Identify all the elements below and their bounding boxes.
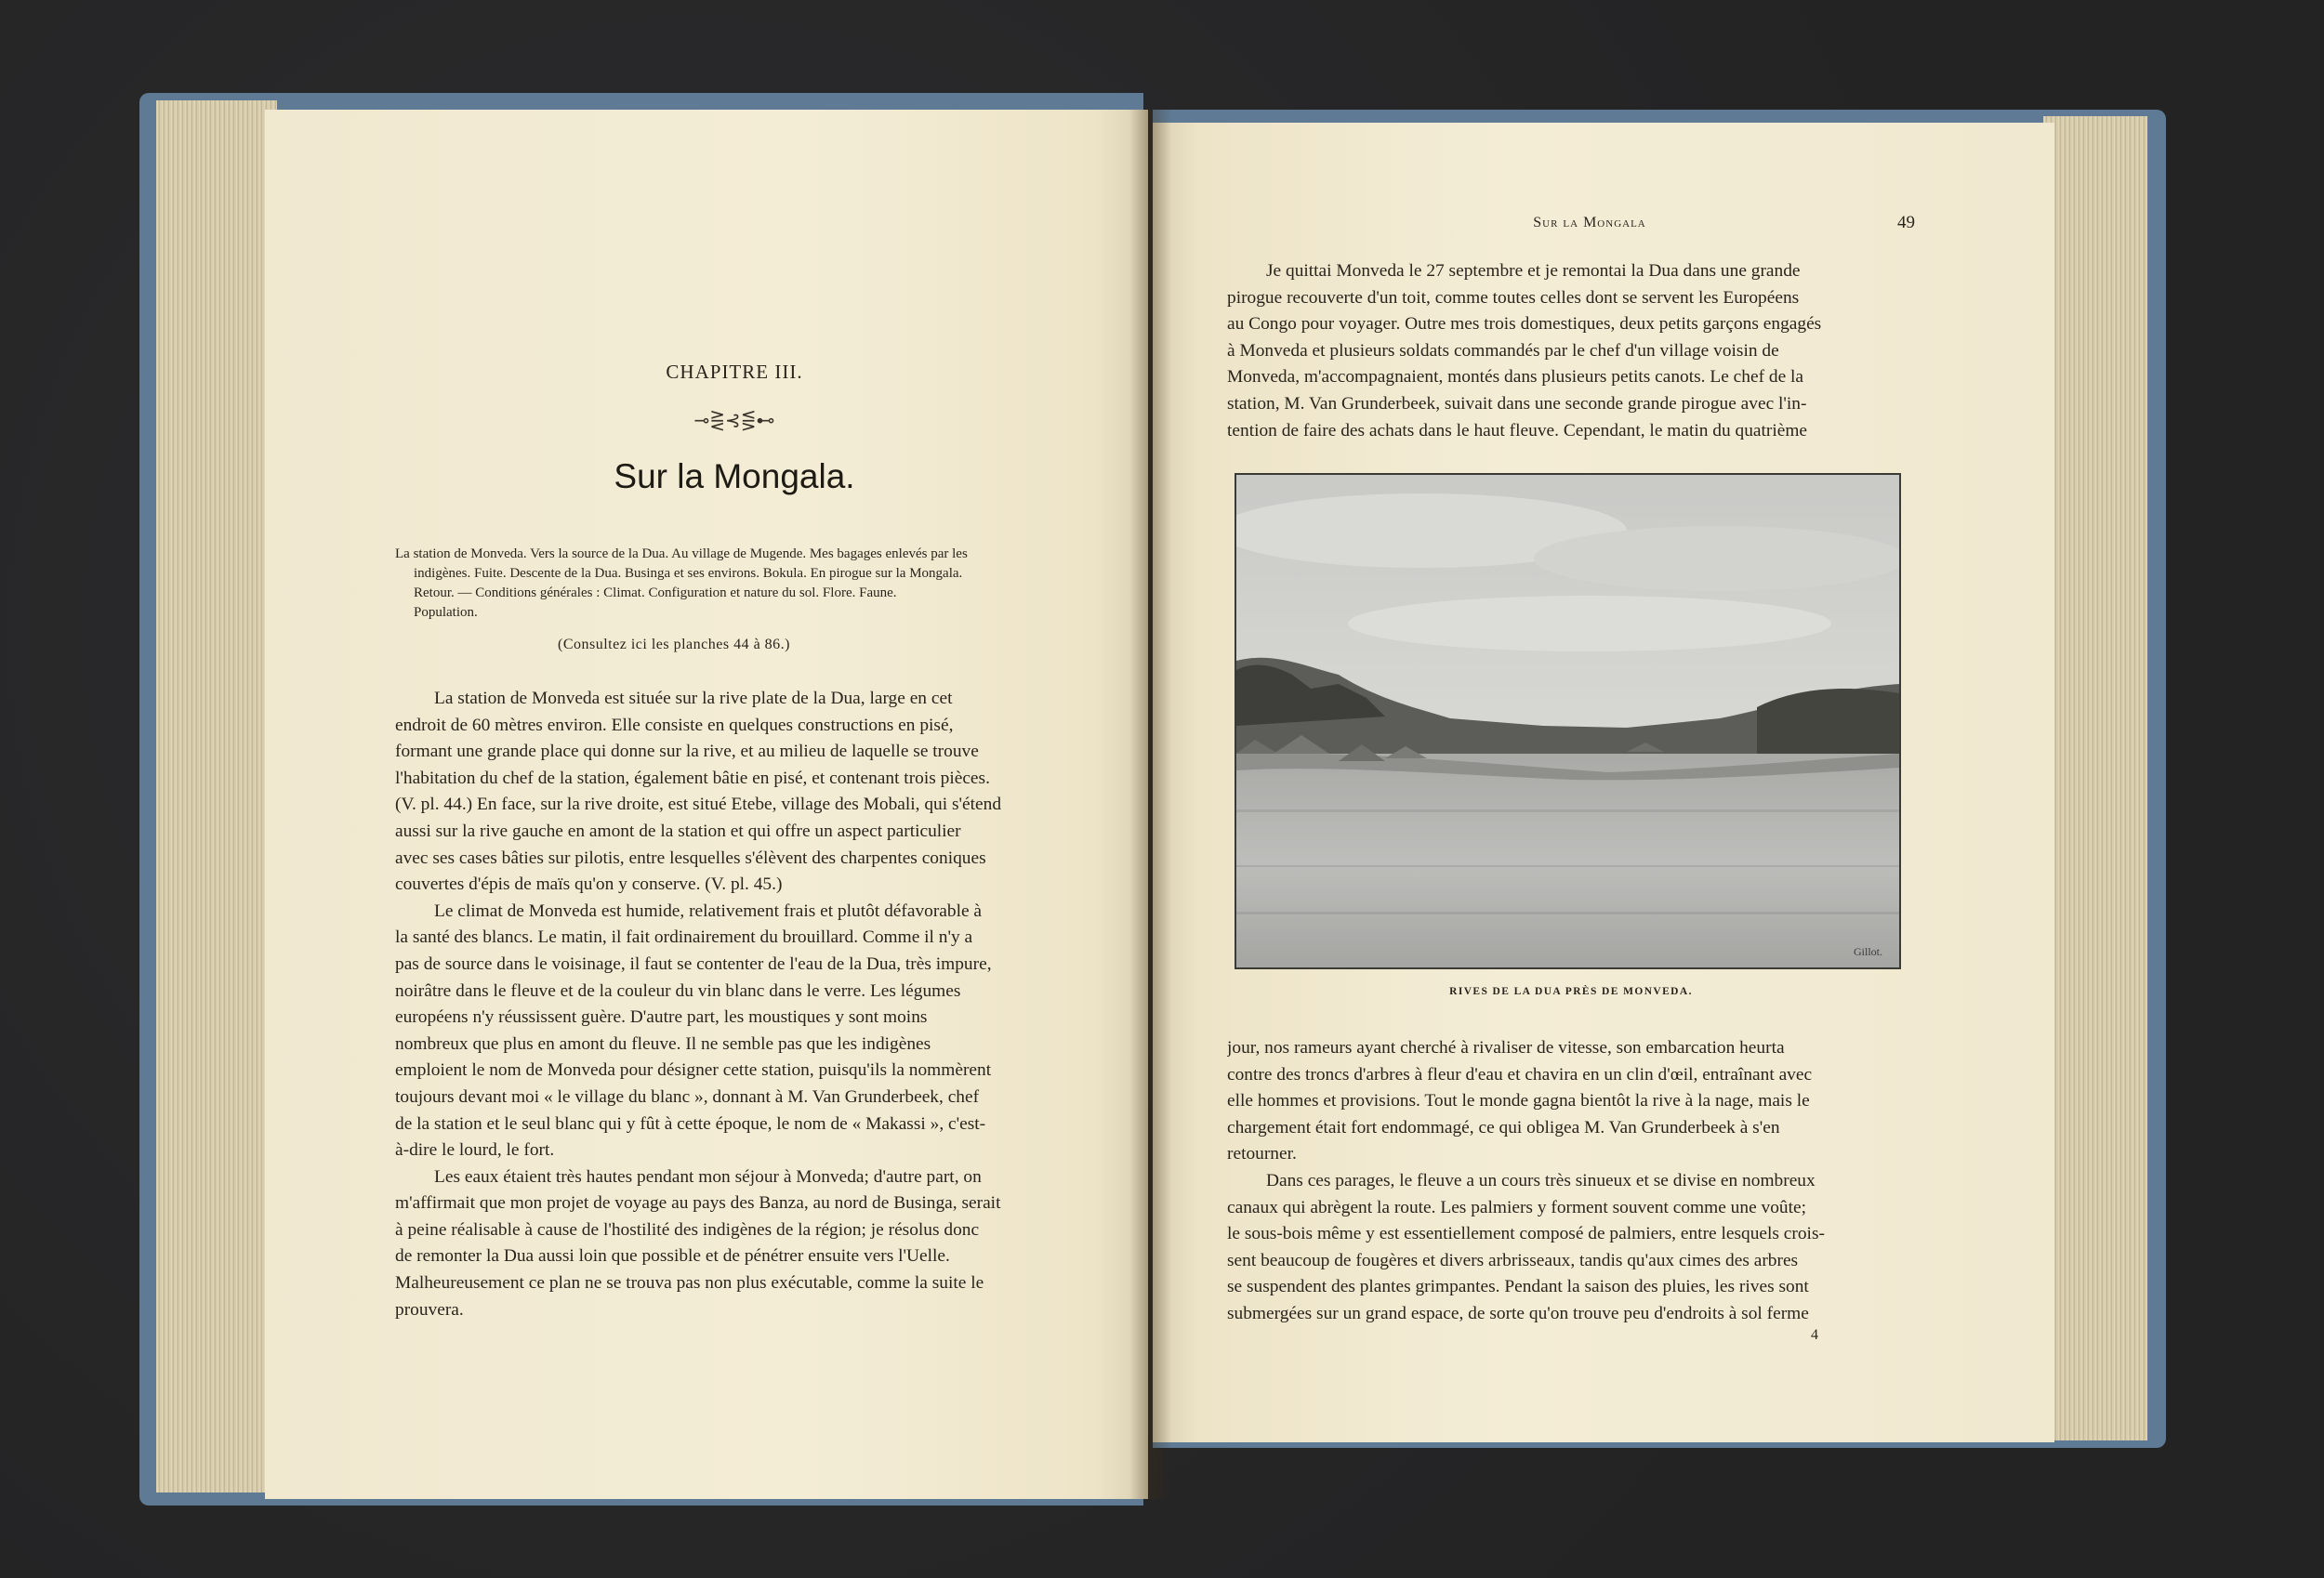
running-head: Sur la Mongala — [1533, 215, 1646, 230]
plate-signature: Gillot. — [1853, 945, 1882, 958]
text-line: aussi sur la rive gauche en amont de la station et qui offre un aspect particulier — [395, 821, 961, 841]
text-line: couvertes d'épis de maïs qu'on y conserve. (V. pl. 45.) — [395, 874, 783, 895]
text-line: au Congo pour voyager. Outre mes trois domestiques, deux petits garçons engagés — [1227, 314, 1822, 335]
text-line: européens n'y réussissent guère. D'autre part, les moustiques y sont moins — [395, 1007, 928, 1028]
text-line: Dans ces parages, le fleuve a un cours très sinueux et se divise en nombreux — [1266, 1170, 1816, 1190]
text-line: emploient le nom de Monveda pour désigner cette station, puisqu'ils la nommèrent — [395, 1060, 992, 1081]
text-line: de la station et le seul blanc qui y fût à cette époque, le nom de « Makassi », c'est- — [395, 1113, 986, 1134]
text-line: se suspendent des plantes grimpantes. Pendant la saison des pluies, les rives sont — [1227, 1277, 1809, 1297]
ornament: ⊸⋛⊰⋚⊷ — [693, 411, 775, 431]
left-body-text — [395, 686, 1083, 1323]
text-line: Les eaux étaient très hautes pendant mon séjour à Monveda; d'autre part, on — [434, 1166, 982, 1187]
text-line: jour, nos rameurs ayant cherché à rivaliser de vitesse, son embarcation heurta — [1227, 1038, 1785, 1058]
chapter-label: CHAPITRE III. — [666, 361, 803, 383]
text-line: pas de source dans le voisinage, il faut se contenter de l'eau de la Dua, très impure, — [395, 953, 992, 974]
text-line: submergées sur un grand espace, de sorte qu'on trouve peu d'endroits à sol ferme — [1227, 1303, 1809, 1323]
text-line: Monveda, m'accompagnaient, montés dans plusieurs petits canots. Le chef de la — [1227, 367, 1804, 388]
chapter-summary — [395, 545, 1083, 623]
text-line: à peine réalisable à cause de l'hostilité des indigènes de la région; je résolus donc — [395, 1219, 980, 1240]
chapter-title: Sur la Mongala. — [614, 457, 855, 495]
text-line: m'affirmait que mon projet de voyage au pays des Banza, au nord de Businga, serait — [395, 1193, 1001, 1214]
text-line: Le climat de Monveda est humide, relativement frais et plutôt défavorable à — [434, 901, 983, 921]
text-line: elle hommes et provisions. Tout le monde gagna bientôt la rive à la nage, mais le — [1227, 1091, 1810, 1111]
text-line: tention de faire des achats dans le haut fleuve. Cependant, le matin du quatrième — [1227, 420, 1808, 441]
text-line: chargement était fort endommagé, ce qui obligea M. Van Grunderbeek à s'en — [1227, 1117, 1780, 1137]
signature-mark: 4 — [1811, 1327, 1818, 1343]
text-line: pirogue recouverte d'un toit, comme toutes celles dont se servent les Européens — [1227, 287, 1800, 308]
text-line: canaux qui abrègent la route. Les palmiers y forment souvent comme une voûte; — [1227, 1197, 1806, 1217]
text-line: à Monveda et plusieurs soldats commandés par le chef d'un village voisin de — [1227, 340, 1779, 361]
summary-line: La station de Monveda. Vers la source de la Dua. Au village de Mugende. Mes bagages enlevés par les — [395, 546, 968, 561]
plate-illustration — [1235, 473, 1901, 969]
text-line: sent beaucoup de fougères et divers arbrisseaux, tandis qu'aux cimes des arbres — [1227, 1250, 1799, 1270]
text-line: Malheureusement ce plan ne se trouva pas non plus exécutable, comme la suite le — [395, 1273, 984, 1294]
text-line: contre des troncs d'arbres à fleur d'eau et chavira en un clin d'œil, entraînant avec — [1227, 1064, 1813, 1085]
text-line: Je quittai Monveda le 27 septembre et je remontai la Dua dans une grande — [1266, 261, 1801, 281]
text-line: (V. pl. 44.) En face, sur la rive droite, est situé Etebe, village des Mobali, qui s'étend — [395, 795, 1002, 815]
right-body-text-bottom — [1227, 1035, 1910, 1328]
text-line: toujours devant moi « le village du blanc », donnant à M. Van Grunderbeek, chef — [395, 1086, 980, 1107]
text-line: l'habitation du chef de la station, également bâtie en pisé, et contenant trois pièces. — [395, 768, 990, 788]
text-line: station, M. Van Grunderbeek, suivait dans une seconde grande pirogue avec l'in- — [1227, 393, 1807, 414]
text-line: la santé des blancs. Le matin, il fait ordinairement du brouillard. Comme il n'y a — [395, 927, 973, 948]
page-edges-right — [2043, 116, 2147, 1440]
text-line: avec ses cases bâties sur pilotis, entre lesquelles s'élèvent des charpentes coniques — [395, 848, 986, 868]
summary-line: Retour. — Conditions générales : Climat. Configuration et nature du sol. Flore. Faune. — [414, 585, 897, 600]
text-line: à-dire le lourd, le fort. — [395, 1140, 555, 1161]
book-gutter — [1129, 110, 1171, 1499]
right-body-text-top — [1227, 258, 1910, 444]
text-line: noirâtre dans le fleuve et de la couleur du vin blanc dans le verre. Les légumes — [395, 980, 961, 1001]
summary-line: indigènes. Fuite. Descente de la Dua. Businga et ses environs. Bokula. En pirogue sur la Mongala. — [414, 566, 963, 581]
text-line: endroit de 60 mètres environ. Elle consiste en quelques constructions en pisé, — [395, 715, 954, 735]
text-line: formant une grande place qui donne sur la rive, et au milieu de laquelle se trouve — [395, 742, 979, 762]
text-line: nombreux que plus en amont du fleuve. Il ne semble pas que les indigènes — [395, 1033, 931, 1054]
text-line: La station de Monveda est située sur la rive plate de la Dua, large en cet — [434, 689, 953, 708]
page-edges-left — [156, 100, 277, 1493]
text-line: le sous-bois même y est essentiellement composé de palmiers, entre lesquels crois- — [1227, 1224, 1825, 1244]
plate-caption: RIVES DE LA DUA PRÈS DE MONVEDA. — [1449, 986, 1693, 997]
text-line: retourner. — [1227, 1144, 1297, 1164]
text-line: prouvera. — [395, 1299, 464, 1320]
text-line: de remonter la Dua aussi loin que possible et de pénétrer ensuite vers l'Uelle. — [395, 1246, 950, 1267]
consult-note: (Consultez ici les planches 44 à 86.) — [558, 637, 790, 652]
summary-line: Population. — [414, 605, 478, 620]
river-landscape-image — [1236, 475, 1899, 967]
page-number: 49 — [1897, 213, 1915, 232]
